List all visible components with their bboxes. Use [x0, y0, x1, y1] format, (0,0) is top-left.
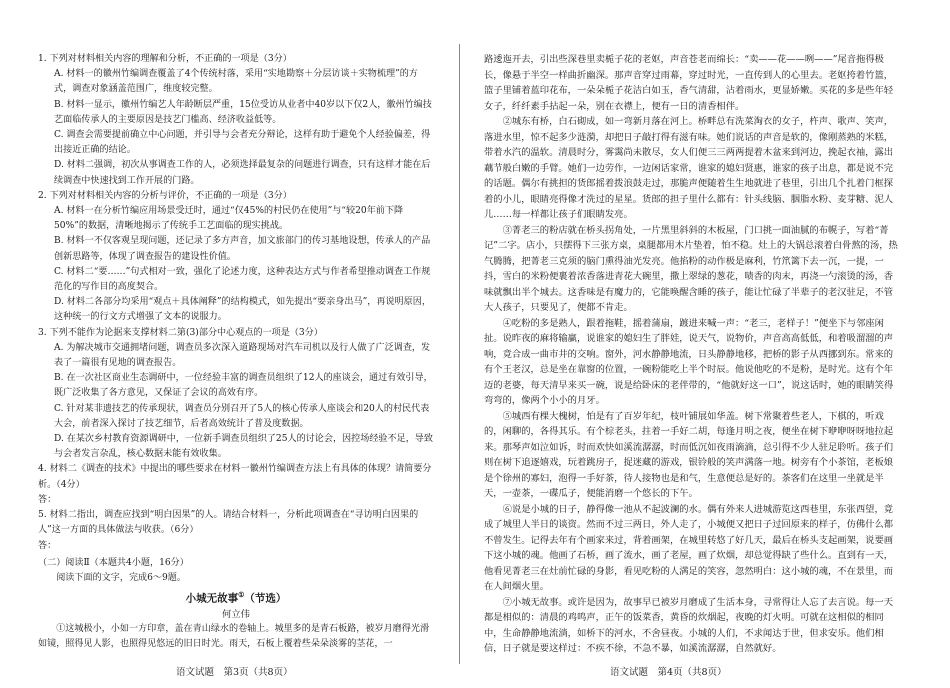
section-heading: （二）阅读Ⅱ（本题共4小题，16分）: [38, 557, 189, 568]
question-1: [38, 52, 434, 189]
right-page-column: [484, 52, 898, 657]
page-footer-left: 语文试题 第3页（共8页）: [176, 667, 293, 678]
option-a: A. 材料一的徽州竹编调查覆盖了4个传统村落，采用“实地勘察＋分层访谈＋实物梳理”的方式，调查对象涵盖范围广，维度较完整。: [54, 69, 418, 95]
story-title-text: 小城无故事: [185, 592, 239, 605]
story-paragraph-7: ⑦小城无故事。或许是因为，故事早已被岁月磨成了生活本身，寻常得让人忘了去言说。每一天都是相似的：清晨的鸡鸣声，正午的饭菜香，黄昏的炊烟起，夜晚的灯火明。可就在这相似的相同中，生命静静地流淌，如桥下的河水，不舍昼夜。小城的人们，不求闻达于世，但求安乐。他们相信，日子就是要这样过：不疾不徐，不急不暴，如溪流潺潺，自然就好。: [484, 596, 894, 654]
answer-line: 答：: [38, 540, 57, 551]
question-4: 4. 材料二《调查的技术》中提出的哪些要求在材料一徽州竹编调查方法上有具体的体现？请简要分析。（4分）: [38, 464, 432, 490]
option-c: C. 针对某非遗技艺的传承现状，调查员分别召开了5人的核心传承人座谈会和20人的村民代表大会，前者深入探讨了技艺细节，后者高效统计了普及度数据。: [54, 403, 430, 429]
page-footer-right: 语文试题 第4页（共8页）: [610, 667, 727, 678]
story-paragraph-5: ⑤城西有棵大槐树，怕是有了百岁年纪，枝叶铺展如华盖。树下常聚着些老人，下棋的，听戏的，闲聊的，各得其乐。有个棕老头，拄着一手好二胡，每逢月明之夜，便坐在树下咿咿呀呀地拉起来。那琴声如泣如诉，时而欢快如溪流潺潺，时而低沉如夜雨滴滴，总引得不少人驻足聆听。孩子们则在树下追逐嬉戏，玩着跳房子，捉迷藏的游戏，银铃般的笑声满落一地。树旁有个小茶馆，老板娘是个徐州的寡妇，泡得一手好茶，待人接物也是和气，生意便总是好的。茶客们在这里一坐就是半天，一壶茶，一碟瓜子，便能消磨一个悠长的下午。: [484, 410, 894, 499]
story-paragraph-continued: 路逶迤开去，引出些深巷里卖栀子花的老妪，声音苍老而绵长：“卖——花——咧——”尾音拖得极长，像悬于半空一样曲折幽深。那声音穿过雨幕，穿过时光，一直传到人的心里去。老妪挎着竹篮，篮子里铺着蓝印花布，一朵朵栀子花洁白如玉，香气清甜，沾着雨水，更显娇嫩。买花的多是些年轻女子，纤纤素手拈起一朵，别在衣襟上，便有一日的清香相伴。: [484, 54, 894, 112]
story-paragraph-3: ③菁老三的粉店就在桥头拐角处，一片黑里斜斜的木板屋，门口挑一面油腻的布幌子，写着“菁记”二字。店小，只摆得下三张方桌，桌腿都用木片垫着，怕不稳。灶上的大锅总滚着白骨熬的汤，热气腾腾，把菁老三克须的脑门熏得油光发亮。他掐粉的动作极是麻利，竹笊篱下去一沉，一提，一抖，雪白的米粉便裹着浓香落进青花大碗里，撒上翠绿的葱花，啧香的肉末，再浇一勺滚烫的汤，香味就飘出半个城去。这香味是有魔力的，它能唤醒含睡的孩子，能让忙碌了半辈子的老汉驻足，不管大人孩子，只要见了，便都不肯走。: [484, 224, 898, 313]
footnote-marker: ①: [238, 590, 245, 600]
story-paragraph-1: ①这城极小，小如一方印章，盖在青山绿水的卷轴上。城里多的是青石板路，被岁月磨得光滑如镜，照得见人影，也照得见悠远的旧日时光。雨天，石板上覆着些朵朵淡雾的茎花，一: [38, 624, 430, 650]
answer-line: 答：: [38, 494, 57, 505]
story-paragraph-4: ④吃粉的多是熟人，跟着拖鞋，摇着蒲扇，踱进来喊一声：“老三，老样子！”便坐下与邻座闲扯。说昨夜的麻将输赢，说谁家的媳妇生了胖娃，说天气，说物价，声音高高低低，和着吸溜溜的声响，竟合成一曲市井的交响。窗外，河水静静地流，日头静静地移，把桥的影子从西挪到东。常来的有个王老汉，总是坐在靠窗的位置，一碗粉能吃上半个时辰。他说他吃的不是粉，是时光。这有个年迈的老婆，每天清早来买一碗，说是给卧床的老伴带的，“他就好这一口”，说这话时，她的眼睛笑得弯弯的，像两个小小的月牙。: [484, 317, 894, 406]
story-title: [38, 587, 434, 607]
option-b: B. 在一次社区商业生态调研中，一位经验丰富的调查员组织了12人的座谈会，通过有效引导，既广泛收集了各方意见，又保证了会议的高效有序。: [54, 373, 433, 399]
question-3: [38, 326, 434, 463]
story-title-suffix: （节选）: [244, 592, 287, 605]
question-stem: 3. 下列不能作为论据来支撑材料二第(3)部分中心观点的一项是（3分）: [38, 327, 323, 338]
option-d: D. 材料二各部分均采用“观点＋具体阐释”的结构模式，如先提出“要亲身出马”，再说明原因，这种统一的行文方式增强了文本的说服力。: [54, 297, 431, 323]
story-author: 何立伟: [222, 608, 250, 620]
option-d: D. 在某次乡村教育资源调研中，一位新手调查员组织了25人的讨论会，因控场经验不足，导致与会者发言杂乱，核心数据未能有效收集。: [54, 434, 433, 460]
question-stem: 1. 下列对材料相关内容的理解和分析，不正确的一项是（3分）: [38, 54, 292, 64]
question-stem: 2. 下列对材料相关内容的分析与评价，不正确的一项是（3分）: [38, 190, 292, 201]
page-divider: [459, 44, 460, 664]
option-b: B. 材料一显示，徽州竹编艺人年龄断层严重，15位受访从业者中40岁以下仅2人，徽州竹编技艺面临传承人的主要原因是技艺门槛高、经济收益低等。: [54, 99, 432, 125]
question-5: 5. 材料二指出，调查应找到“明白因果”的人。请结合材料一，分析此项调查在“寻访明白因果的人”这一方面的具体做法与收获。（6分）: [38, 510, 419, 536]
option-b: B. 材料一不仅客观呈现问题，还记录了多方声音，加文旅部门的传习基地设想，传承人的产品创新思路等，体现了调查报告的建设性价值。: [54, 236, 431, 262]
story-paragraph-2: ②城东有桥，白石砌成，如一弯新月落在河上。桥畔总有洗菜淘衣的女子，杵声、歌声、笑声，落进水里，惊不起多少涟漪，却把日子敲打得有滋有味。她们说话的声音是软的，像刚蒸熟的米糕，带着水汽的温软。清晨时分，雾霭尚未散尽，女人们便三三两两提着木盆来到河边，挽起衣袖，露出藕节般白嫩的手臂。她们一边劳作，一边闲话家常，谁家的媳妇贤惠，谁家的孩子出息，都是说不完的话题。偶尔有挑担的货郎摇着拨浪鼓走过，那脆声便随着生生地就进了巷里，引出几个扎着门框探着的小儿，眼睛亮得像才洗过的星星。货郎的担子里什么都有：针头线脑、胭脂水粉、麦芽糖、泥人儿……每一样都让孩子们眼睛发亮。: [484, 116, 894, 220]
option-c: C. 材料二“要……”句式相对一致，强化了论述力度，这种表达方式与作者希望推动调查工作规范化的写作目的高度契合。: [54, 266, 431, 293]
option-a: A. 为解决城市交通拥堵问题，调查员多次深入道路现场对汽车司机以及行人做了广泛调查，发表了一篇很有见地的调查报告。: [54, 342, 431, 369]
option-a: A. 材料一在分析竹编应用场景受迁时，通过“仅45%的村民仍在使用”与“较20年前下降50%”的数据，清晰地揭示了传统手工艺面临的现实挑战。: [54, 206, 404, 232]
story-paragraph-6: ⑥说是小城的日子，静得像一池从不起波澜的水。偶有外来人进城游览这西巷里，东张西望，竟成了城里人半日的谈资。然而不过三两日，外人走了，小城便又把日子过回原来的样子，仿佛什么都不曾发生。记得去年有个画家来过，背着画架，在城里转悠了好几天，最后在桥头支起画架，说要画下这小城的魂。他画了石桥，画了流水，画了老屋，画了炊烟，却总觉得缺了些什么。直到有一天，他看见菁老三在灶前忙碌的身影，看见吃粉的人满足的笑容，忽然明白：这小城的魂，不在景里，而在人间烟火里。: [484, 503, 894, 592]
option-d: D. 材料二强调，初次从事调查工作的人，必须选择最复杂的问题进行调查，只有这样才能在后续调查中快速找到工作开展的门路。: [54, 160, 431, 186]
left-page-column: [38, 52, 434, 652]
question-2: [38, 189, 434, 326]
section-instruction: 阅读下面的文字，完成6～9题。: [56, 572, 186, 583]
option-c: C. 调查会需要提前确立中心问题，并引导与会者充分辩论，这样有助于避免个人经验偏差，得出接近正确的结论。: [54, 130, 431, 156]
